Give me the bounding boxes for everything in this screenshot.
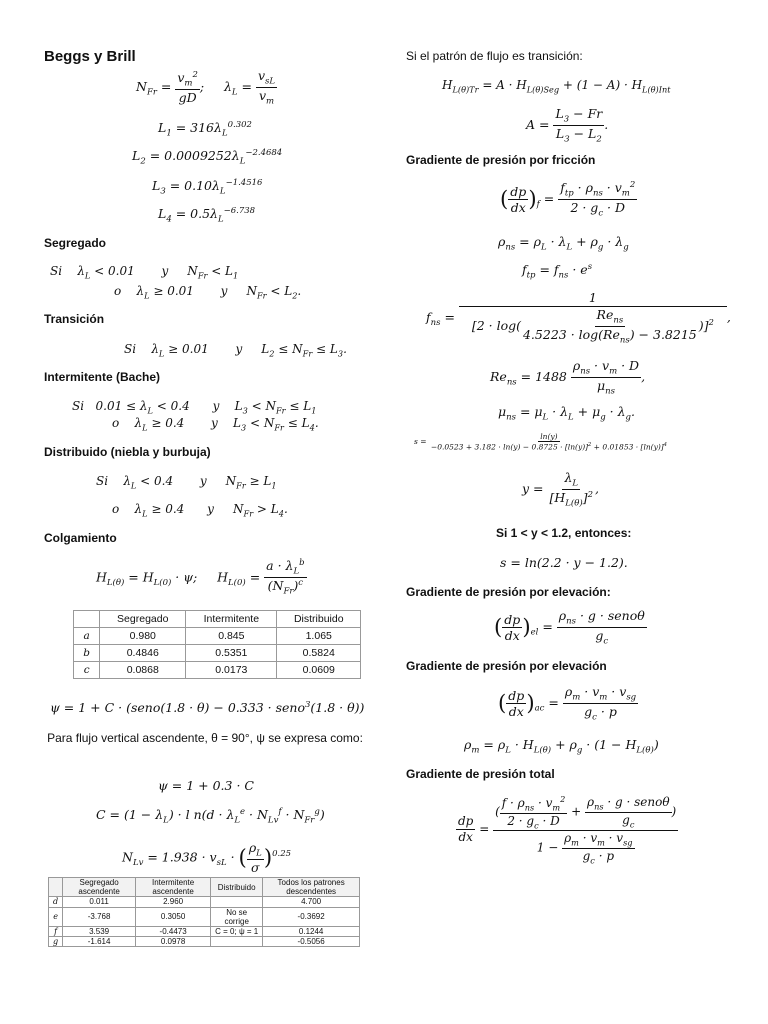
eq-nlv: $N_{Lv} = 1.938 \cdot v_{sL}$ · ( $\frac{\rho_L}{\sigma}$ )$^{0.25}$	[122, 840, 292, 876]
table-cell: 0.0868	[100, 662, 186, 679]
table-cell: 0.0173	[186, 662, 277, 679]
transition-text: Si el patrón de flujo es transición:	[406, 49, 583, 63]
cond-intermitente-1: Si $0.01 \le \lambda_L < 0.4$ y $L_3 < N_{Fr} \le L_1$	[72, 399, 317, 416]
eq-psi-vertical: ψ = 1 + 0.3 · C	[158, 778, 254, 793]
heading-elevacion: Gradiente de presión por elevación:	[406, 585, 611, 599]
table-header-cell: Todos los patrones descendentes	[263, 878, 360, 897]
table-cell: -0.4473	[136, 926, 211, 936]
table-row	[49, 907, 360, 926]
cond-distribuido-1: Si $\lambda_L < 0.4$ y $N_{Fr} \ge L_1$	[96, 474, 277, 491]
table-row	[49, 926, 360, 936]
table-header-cell: Intermitente ascendente	[136, 878, 211, 897]
c-coefficients-table	[48, 877, 360, 947]
table-cell: -3.768	[63, 907, 136, 926]
table-cell: 0.5824	[277, 645, 361, 662]
table-cell: 0.4846	[100, 645, 186, 662]
eq-dpdx-elevation: ( $\frac{dp}{dx}$ )$_{el}$ = $\frac{\rho_{ns} \cdot g \cdot seno\theta}{g_c}$	[494, 608, 645, 647]
eq-nfr-lambda: $N_{Fr}$ = $\frac{v_m^2}{gD}$ ; $\lambda_L$ = $\frac{v_{sL}}{v_m}$	[136, 68, 276, 107]
table-cell: 0.845	[186, 628, 277, 645]
table-row-key: f	[49, 926, 63, 936]
cond-segregado-1: Si $\lambda_L < 0.01$ y $N_{Fr} < L_1$	[50, 264, 239, 281]
eq-l3: $L_3 = 0.10\lambda_L^{-1.4516}$	[152, 178, 263, 197]
table-row	[49, 937, 360, 947]
eq-y: y = $\frac{\lambda_L}{[H_{L(\theta)}]^2}$ ,	[522, 470, 599, 509]
table-row-key: d	[49, 897, 63, 907]
table-cell	[211, 937, 263, 947]
eq-rho-ns: $\rho_{ns} = \rho_L \cdot \lambda_L + \rho_g \cdot \lambda_g$	[498, 234, 629, 253]
table-header-cell: Segregado ascendente	[63, 878, 136, 897]
table-cell: 3.539	[63, 926, 136, 936]
table-cell: 0.1244	[263, 926, 360, 936]
table-header-cell	[74, 611, 100, 628]
table-row-key: g	[49, 937, 63, 947]
eq-l2: $L_2 = 0.0009252\lambda_L^{-2.4684}$	[132, 148, 283, 167]
table-header-cell: Distribuido	[211, 878, 263, 897]
table-cell: 0.0609	[277, 662, 361, 679]
eq-l1: $L_1 = 316\lambda_L^{0.302}$	[158, 120, 252, 139]
table-cell: 2.960	[136, 897, 211, 907]
table-header-cell: Segregado	[100, 611, 186, 628]
eq-dpdx-friction: ( $\frac{dp}{dx}$ )$_f$ = $\frac{f_{tp} \cdot \rho_{ns} \cdot v_m^2}{2 \cdot g_c \cdot D}$	[500, 180, 636, 219]
table-cell: -0.5056	[263, 937, 360, 947]
table-cell: -1.614	[63, 937, 136, 947]
table-row	[74, 628, 361, 645]
eq-mu-ns: $\mu_{ns} = \mu_L \cdot \lambda_L + \mu_g \cdot \lambda_g$.	[498, 404, 635, 423]
heading-transicion: Transición	[44, 312, 105, 326]
table-cell: 0.3050	[136, 907, 211, 926]
eq-s: s = ln(y) $-0.0523 + 3.182 \cdot \ln(y) - 0.8725 \cdot [\ln(y)]^2 + 0.01853 \cdot [\ln(y)]^4$	[414, 432, 667, 452]
eq-rho-m: $\rho_m = \rho_L \cdot H_{L(\theta)} + \rho_g \cdot (1 - H_{L(\theta)})$	[464, 737, 659, 756]
table-cell: 0.980	[100, 628, 186, 645]
heading-elevacion-2: Gradiente de presión por elevación	[406, 659, 607, 673]
table-cell: 0.5351	[186, 645, 277, 662]
eq-c: $C = (1 - \lambda_L) \cdot l$ $n(d \cdot \lambda_L^e \cdot N_{Lv}^f \cdot N_{Fr}^g)$	[96, 807, 325, 826]
eq-fns: $f_{ns}$ = 1 [2 · log( $\frac{Re_{ns}}{4.5223 \cdot \log(Re_{ns}) - 3.8215}$ )]$^2$ ,	[426, 290, 731, 346]
table-cell: No se corrige	[211, 907, 263, 926]
table-cell: 1.065	[277, 628, 361, 645]
table-row-key: c	[74, 662, 100, 679]
cond-segregado-2: o $\lambda_L \ge 0.01$ y $N_{Fr} < L_2$.	[114, 284, 302, 301]
table-row-key: a	[74, 628, 100, 645]
table-header-cell	[49, 878, 63, 897]
cond-distribuido-2: o $\lambda_L \ge 0.4$ y $N_{Fr} > L_4$.	[112, 502, 288, 519]
eq-ftp: $f_{tp} = f_{ns} \cdot e^s$	[522, 262, 593, 281]
table-cell: 0.0978	[136, 937, 211, 947]
cond-intermitente-2: o $\lambda_L \ge 0.4$ y $L_3 < N_{Fr} \le L_4$.	[112, 416, 319, 433]
table-row	[74, 662, 361, 679]
eq-holdup: $H_{L(\theta)} = H_{L(0)} \cdot \psi$; $H_{L(0)}$ = $\frac{a \cdot \lambda_L^b}{(N_{Fr})^c}$	[96, 558, 305, 597]
eq-psi: ψ = 1 + C · (seno(1.8 · θ) − 0.333 · seno$^3$(1.8 · θ))	[50, 700, 365, 716]
condition-y: Si 1 < y < 1.2, entonces:	[496, 526, 632, 540]
heading-segregado: Segregado	[44, 236, 107, 250]
table-header-cell: Distribuido	[277, 611, 361, 628]
table-cell: 4.700	[263, 897, 360, 907]
heading-friccion: Gradiente de presión por fricción	[406, 153, 596, 167]
table-cell: 0.011	[63, 897, 136, 907]
eq-s2: s = ln(2.2 · y − 1.2).	[500, 555, 628, 570]
eq-dpdx-acceleration: ( $\frac{dp}{dx}$ )$_{ac}$ = $\frac{\rho_m \cdot v_m \cdot v_{sg}}{g_c \cdot p}$	[498, 684, 637, 723]
table-header-cell: Intermitente	[186, 611, 277, 628]
eq-re-ns: $Re_{ns} = 1488$ $\frac{\rho_{ns} \cdot v_m \cdot D}{\mu_{ns}}$ ,	[490, 358, 646, 397]
table-cell: C = 0; ψ = 1	[211, 926, 263, 936]
table-row	[49, 897, 360, 907]
eq-htr: $H_{L(\theta)Tr} = A \cdot H_{L(\theta)Seg} + (1 - A) \cdot H_{L(\theta)Int}$	[442, 78, 671, 95]
cond-transicion: Si $\lambda_L \ge 0.01$ y $L_2 \le N_{Fr} \le L_3$.	[124, 342, 347, 359]
table-row	[74, 645, 361, 662]
vertical-flow-text: Para flujo vertical ascendente, θ = 90°, ψ se expresa como:	[47, 731, 363, 745]
eq-a: A = $\frac{L_3 - Fr}{L_3 - L_2}$ .	[526, 106, 609, 145]
heading-distribuido: Distribuido (niebla y burbuja)	[44, 445, 211, 459]
eq-l4: $L_4 = 0.5\lambda_L^{-6.738}$	[158, 206, 256, 225]
eq-dpdx-total: $\frac{dp}{dx}$ = ( $\frac{f \cdot \rho_{ns} \cdot v_m^2}{2 \cdot g_c \cdot D}$ + $\frac{\rho_{ns} \cdot g \cdot seno\theta}{g_c}$ ) 1 − $\frac{\rho_m \cdot v_m \cdot v_{sg}}{g_c \cdot p}$	[458, 794, 677, 866]
heading-total: Gradiente de presión total	[406, 767, 555, 781]
table-row-key: b	[74, 645, 100, 662]
heading-intermitente: Intermitente (Bache)	[44, 370, 161, 384]
doc-title: Beggs y Brill	[44, 48, 136, 65]
table-cell	[211, 897, 263, 907]
table-row-key: e	[49, 907, 63, 926]
heading-colgamiento: Colgamiento	[44, 531, 117, 545]
holdup-coefficients-table	[73, 610, 361, 679]
table-cell: -0.3692	[263, 907, 360, 926]
